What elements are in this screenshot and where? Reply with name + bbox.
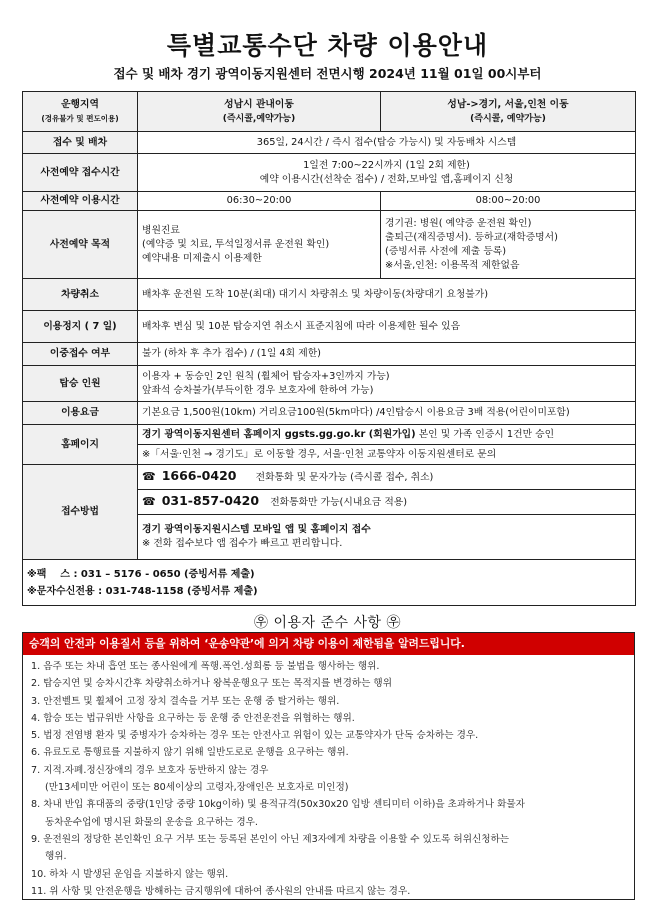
phone2-desc: 전화통화만 가능(시내요금 적용): [270, 497, 408, 508]
rule-item: 4. 합승 또는 법규위반 사항을 요구하는 등 운행 중 안전운전을 위협하는 행위.: [31, 712, 355, 724]
table-row-fax: [23, 560, 636, 606]
double-value: 불가 (하차 후 추가 접수) / (1일 4회 제한): [138, 343, 636, 366]
purpose-col1-line3: 예약내용 미제출시 이용제한: [142, 252, 262, 264]
rule-item-continuation: 동차운수업에 명시된 화물의 운송을 요구하는 경우.: [45, 816, 258, 828]
rules-banner: 승객의 안전과 이용질서 등을 위하여 ‘운송약관’에 의거 차량 이용이 제한됨을 알려드립니다.: [23, 633, 634, 655]
fare-value: 기본요금 1,500원(10km) 거리요금100원(5km마다) /4인탑승시 이용요금 3배 적용(어린이미포함): [138, 402, 636, 425]
double-label: 이중접수 여부: [23, 343, 138, 366]
rule-item: 10. 하차 시 발생된 운임을 지불하지 않는 행위.: [31, 868, 229, 880]
fare-label: 이용요금: [23, 402, 138, 425]
region-col2-cell: [381, 92, 636, 132]
rule-item: 11. 위 사항 및 안전운행을 방해하는 금지행위에 대하여 종사원의 안내를 따르지 않는 경우.: [31, 885, 411, 897]
reservation-use-col2: 08:00~20:00: [381, 192, 636, 211]
sms-line: ※문자수신전용 : 031-748-1158 (증빙서류 제출): [27, 585, 258, 597]
homepage-line1: [138, 425, 636, 445]
homepage-label: 홈페이지: [23, 425, 138, 465]
rule-item: 2. 탑승지연 및 승차시간후 차량취소하거나 왕복운행요구 또는 목적지를 변경하는 행위: [31, 678, 392, 690]
purpose-col2-line4: ※서울,인천: 이용목적 제한없음: [385, 259, 520, 271]
reservation-time-line1: 1일전 7:00~22시까지 (1일 2회 제한): [303, 159, 470, 171]
table-row-homepage-1: [23, 425, 636, 445]
reservation-use-label: 사전예약 이용시간: [23, 192, 138, 211]
rule-item: 1. 음주 또는 차내 흡연 또는 종사원에게 폭행.폭언.성희롱 등 불법을 행사하는 행위.: [31, 661, 380, 672]
reception-value: 365일, 24시간 / 즉시 접수(탑승 가능시) 및 자동배차 시스템: [138, 132, 636, 154]
region-col1-cell: [138, 92, 381, 132]
page-title: 특별교통수단 차량 이용안내: [166, 31, 489, 60]
rule-item-continuation: 행위.: [45, 851, 67, 863]
rule-item: 5. 법정 전염병 환자 및 중병자가 승차하는 경우 또는 안전사고 위험이 있는 교통약자가 단독 승차하는 경우.: [31, 730, 479, 742]
region-col1-sub: (즉시콜,예약가능): [222, 113, 296, 124]
table-row-passengers: [23, 366, 636, 402]
page-subtitle: 접수 및 배차 경기 광역이동지원센터 전면시행 2024년 11월 01일 00시부터: [113, 66, 542, 81]
purpose-col2-line1: 경기권: 병원( 예약증 운전원 확인): [385, 217, 532, 229]
rule-item-continuation: (만13세미만 어린이 또는 80세이상의 고령자,장애인은 보호자로 미인정): [45, 782, 349, 794]
region-col2-sub: (즉시콜, 예약가능): [470, 113, 546, 124]
passengers-line2: 앞좌석 승차불가(부득이한 경우 보호자에 한하여 가능): [142, 384, 374, 396]
table-row-suspension: [23, 311, 636, 343]
table-row-method-phone1: [23, 465, 636, 490]
table-row-region: [23, 92, 636, 132]
rules-title: ㉾ 이용자 준수 사항 ㉾: [254, 615, 401, 631]
rule-item: 9. 운전원의 정당한 본인확인 요구 거부 또는 등록된 본인이 아닌 제3자에게 차량을 이용할 수 있도록 허위신청하는: [31, 833, 510, 845]
reception-label: 접수 및 배차: [23, 132, 138, 154]
homepage-line2: ※「서울·인천 → 경기도」로 이동할 경우, 서울·인천 교통약자 이동지원센터로 문의: [138, 445, 636, 465]
passengers-cell: [138, 366, 636, 402]
table-row-fare: [23, 402, 636, 425]
rule-item: 8. 차내 반입 휴대품의 중량(1인당 중량 10kg이하) 및 용적규격(50x30x20 입방 센티미터 이하)을 초과하거나 화물자: [31, 799, 525, 811]
region-col1-title: 성남시 관내이동: [224, 98, 294, 110]
phone1-desc: 전화통화 및 문자가능 (즉시콜 접수, 취소): [255, 472, 434, 483]
homepage-url-text: 경기 광역이동지원센터 홈페이지 ggsts.gg.go.kr (회원가입): [142, 428, 416, 440]
method-phone2-cell: [138, 490, 636, 515]
region-col2-title: 성남->경기, 서울,인천 이동: [447, 98, 569, 110]
region-label-sub: (경유불가 및 편도이용): [41, 113, 119, 123]
info-table: [22, 91, 636, 606]
table-row-reception: [23, 132, 636, 154]
table-row-reservation-time: [23, 154, 636, 192]
cancel-label: 차량취소: [23, 279, 138, 311]
method-phone1-cell: [138, 465, 636, 490]
reservation-time-line2: 예약 이용시간(선착순 접수) / 전화,모바일 앱,홈페이지 신청: [259, 173, 514, 185]
purpose-col1-line2: (예약증 및 치료, 투석일정서류 운전원 확인): [142, 238, 330, 250]
method-app-cell: [138, 515, 636, 560]
purpose-col2: [381, 211, 636, 279]
cancel-value: 배차후 운전원 도착 10분(최대) 대기시 차량취소 및 차량이동(차량대기 요청불가): [138, 279, 636, 311]
rule-item: 7. 지적.자폐.정신장애의 경우 보호자 동반하지 않는 경우: [31, 764, 269, 776]
table-row-cancel: [23, 279, 636, 311]
method-label: 접수방법: [23, 465, 138, 560]
purpose-col1-line1: 병원진료: [142, 224, 180, 236]
reservation-time-cell: [138, 154, 636, 192]
phone2-number: 031-857-0420: [161, 493, 260, 508]
passengers-line1: 이용자 + 동승인 2인 원칙 (휠체어 탑승자+3인까지 가능): [142, 370, 390, 382]
region-label: 운행지역: [61, 98, 99, 110]
reservation-use-col1: 06:30~20:00: [138, 192, 381, 211]
purpose-col1: [138, 211, 381, 279]
phone-icon: ☎: [142, 470, 156, 483]
region-label-cell: [23, 92, 138, 132]
table-row-reservation-use: [23, 192, 636, 211]
reservation-time-label: 사전예약 접수시간: [23, 154, 138, 192]
phone-icon: ☎: [142, 495, 156, 508]
app-line2: ※ 전화 접수보다 앱 접수가 빠르고 편리합니다.: [142, 538, 343, 549]
passengers-label: 탑승 인원: [23, 366, 138, 402]
phone1-number: 1666-0420: [161, 468, 237, 483]
purpose-label: 사전예약 목적: [23, 211, 138, 279]
rules-list: [23, 655, 634, 900]
app-line1: 경기 광역이동지원시스템 모바일 앱 및 홈페이지 접수: [142, 524, 371, 535]
purpose-col2-line3: (증빙서류 사전에 제출 등록): [385, 245, 507, 257]
suspension-value: 배차후 변심 및 10분 탑승지연 취소시 표준지침에 따라 이용제한 될수 있음: [138, 311, 636, 343]
suspension-label: 이용정지 ( 7 일): [23, 311, 138, 343]
fax-line1: ※팩 스 : 031 – 5176 - 0650 (증빙서류 제출): [27, 568, 255, 580]
rules-box: [22, 632, 635, 900]
rule-item: 3. 안전벨트 및 휠체어 고정 장치 결속을 거부 또는 운행 중 탈거하는 행위.: [31, 695, 340, 707]
homepage-line1-rest: 본인 및 가족 인증시 1건만 승인: [415, 428, 555, 440]
table-row-double: [23, 343, 636, 366]
rule-item: 6. 유료도로 통행료를 지불하지 않기 위해 일반도로로 운행을 요구하는 행위.: [31, 747, 349, 759]
table-row-purpose: [23, 211, 636, 279]
fax-cell: [23, 560, 636, 606]
purpose-col2-line2: 출퇴근(재직증명서). 등하교(재학증명서): [385, 231, 558, 243]
